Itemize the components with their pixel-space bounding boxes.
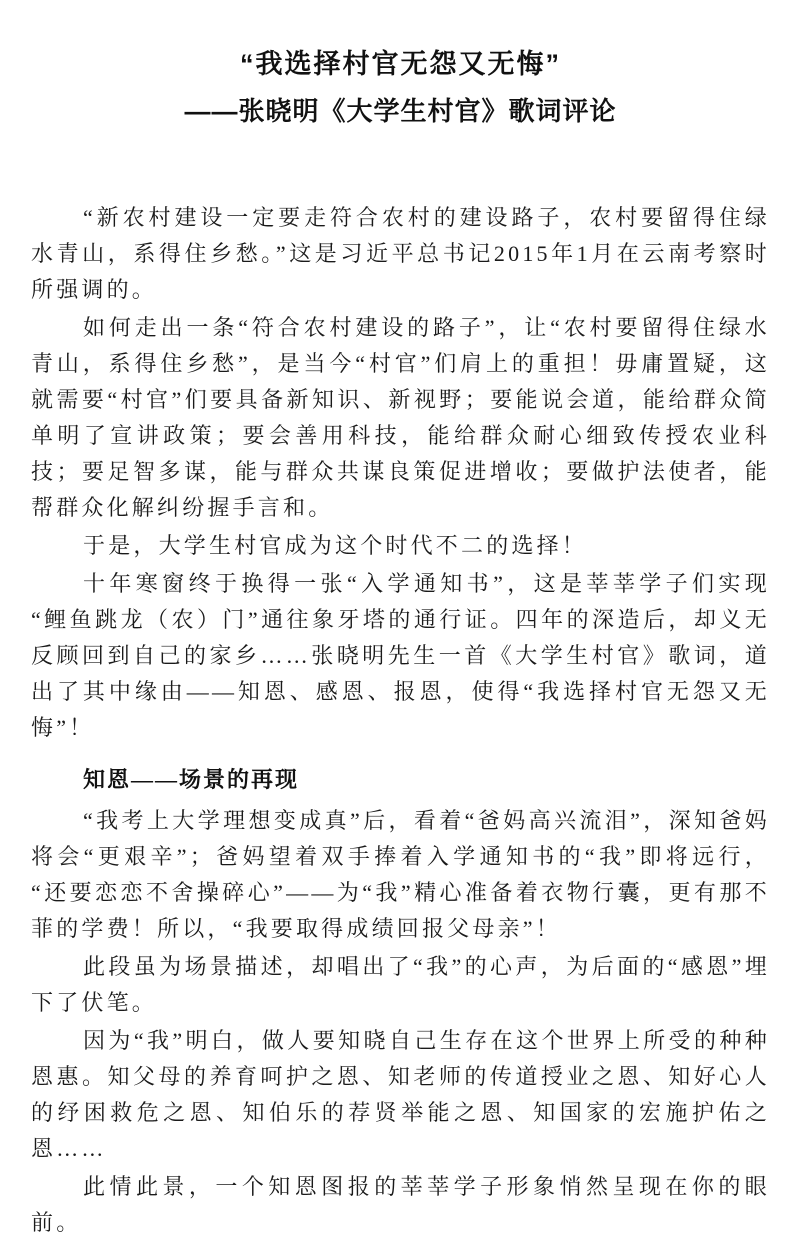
paragraph-song-origin: 十年寒窗终于换得一张“入学通知书”，这是莘莘学子们实现“鲤鱼跳龙（农）门”通往象牙塔的通行证。四年的深造后，却义无反顾回到自己的家乡……张晓明先生一首《大学生村官》歌词，道出了其中缘由——知恩、感恩、报恩，使得“我选择村官无怨又无悔”！: [31, 571, 770, 740]
document-body: [31, 200, 770, 1241]
section-heading-zhien: 知恩——场景的再现: [83, 767, 300, 792]
paragraph-closing-image: 此情此景，一个知恩图报的莘莘学子形象悄然呈现在你的眼前。: [31, 1174, 770, 1235]
paragraph-village-official-duties: 如何走出一条“符合农村建设的路子”，让“农村要留得住绿水青山，系得住乡愁”，是当今“村官”们肩上的重担！毋庸置疑，这就需要“村官”们要具备新知识、新视野；要能说会道，能给群众简单明了宣讲政策；要会善用科技，能给群众耐心细致传授农业科技；要足智多谋，能与群众共谋良策促进增收；要做护法使者，能帮群众化解纠纷握手言和。: [31, 315, 770, 520]
paragraph-intro-quote: “新农村建设一定要走符合农村的建设路子，农村要留得住绿水青山，系得住乡愁。”这是习近平总书记2015年1月在云南考察时所强调的。: [31, 205, 770, 302]
paragraph-era-choice: 于是，大学生村官成为这个时代不二的选择！: [83, 533, 588, 558]
document-title: “我选择村官无怨又无悔”: [240, 49, 561, 79]
paragraph-kinds-of-grace: 因为“我”明白，做人要知晓自己生存在这个世界上所受的种种恩惠。知父母的养育呵护之恩、知老师的传道授业之恩、知好心人的纾困救危之恩、知伯乐的荐贤举能之恩、知国家的宏施护佑之恩……: [31, 1028, 770, 1161]
paragraph-foreshadowing: 此段虽为场景描述，却唱出了“我”的心声，为后面的“感恩”埋下了伏笔。: [31, 954, 770, 1015]
paragraph-scene-description: “我考上大学理想变成真”后，看着“爸妈高兴流泪”，深知爸妈将会“更艰辛”；爸妈望着双手捧着入学通知书的“我”即将远行，“还要恋恋不舍操碎心”——为“我”精心准备着衣物行囊，更有那不菲的学费！所以，“我要取得成绩回报父母亲”！: [31, 808, 770, 941]
document-subtitle: ——张晓明《大学生村官》歌词评论: [184, 96, 617, 126]
